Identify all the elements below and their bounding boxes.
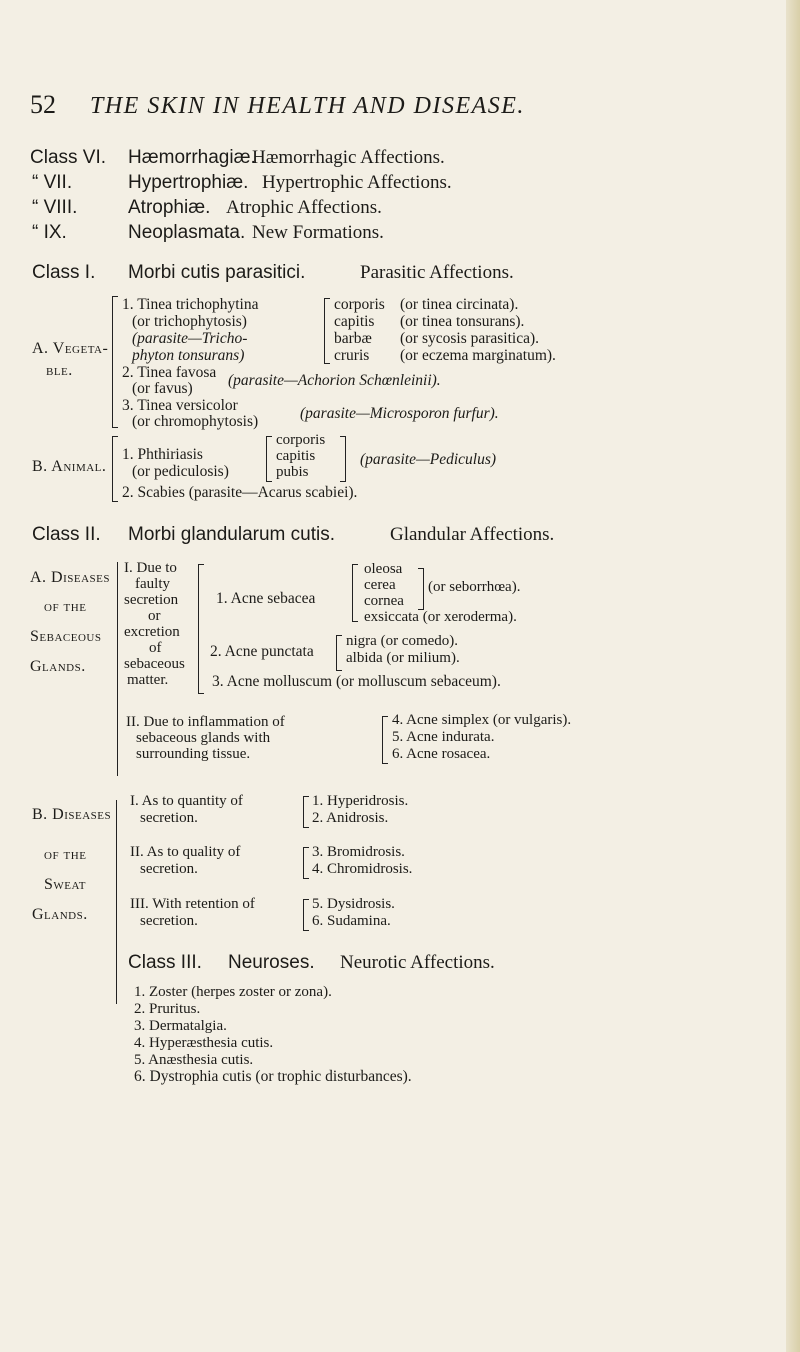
sub-site: corporis — [276, 432, 326, 448]
favus-parasite: (parasite—Achorion Schœnleinii). — [228, 372, 441, 389]
seborrhoea-note: (or seborrhœa). — [428, 579, 521, 595]
phthiriasis: 1. Phthiriasis — [122, 446, 203, 463]
class-label: Class VI. — [30, 147, 107, 168]
acne-variant: cerea — [364, 577, 396, 593]
sweat-disease: 1. Hyperidrosis. — [312, 793, 409, 809]
class-english: New Formations. — [252, 222, 384, 243]
sebaceous-label: Glands. — [30, 658, 86, 675]
sweat-label: Sweat — [44, 876, 86, 893]
class3-label: Class III. — [128, 952, 202, 973]
bracket — [340, 436, 346, 482]
sweat-label: Glands. — [32, 906, 88, 923]
class2-latin: Morbi glandularum cutis. — [128, 524, 335, 545]
group-line: secretion. — [140, 861, 198, 877]
class-english: Atrophic Affections. — [226, 197, 382, 218]
class-latin: Atrophiæ. — [128, 197, 211, 218]
class-label: “ VIII. — [32, 197, 78, 218]
class-label: “ IX. — [32, 222, 67, 243]
class-english: Hypertrophic Affections. — [262, 172, 452, 193]
tinea-trichophytina: 1. Tinea trichophytina — [122, 296, 259, 313]
bracket — [303, 796, 309, 828]
sub-alias: (or eczema marginatum). — [400, 347, 556, 364]
group-line: secretion — [124, 592, 179, 608]
class-latin: Hæmorrhagiæ. — [128, 147, 256, 168]
group-line: I. As to quantity of — [130, 793, 243, 809]
class-latin: Hypertrophiæ. — [128, 172, 249, 193]
bracket — [352, 564, 358, 622]
bracket — [336, 635, 342, 671]
sub-site: capitis — [276, 448, 316, 464]
class-label: “ VII. — [32, 172, 73, 193]
bracket — [112, 436, 118, 502]
neurosis-item: 5. Anæsthesia cutis. — [134, 1052, 254, 1068]
sub-alias: (or tinea tonsurans). — [400, 313, 525, 330]
phthiriasis-parasite: (parasite—Pediculus) — [360, 451, 497, 468]
acne-variant: cornea — [364, 593, 404, 609]
group-line: excretion — [124, 624, 180, 640]
text-line: (or pediculosis) — [132, 463, 229, 480]
sebaceous-label: of the — [44, 598, 87, 615]
text-line: (or chromophytosis) — [132, 413, 259, 430]
sebaceous-label: Sebaceous — [30, 628, 102, 645]
class1-label: Class I. — [32, 262, 96, 283]
neurosis-item: 3. Dermatalgia. — [134, 1018, 227, 1034]
acne-type: 5. Acne indurata. — [392, 729, 495, 745]
bracket — [112, 296, 118, 428]
neurosis-item: 6. Dystrophia cutis (or trophic disturbances). — [134, 1068, 412, 1085]
class1-latin: Morbi cutis parasitici. — [128, 262, 306, 283]
group-line: sebaceous glands with — [136, 730, 271, 746]
sebaceous-label: A. Diseases — [30, 569, 111, 586]
bracket — [303, 899, 309, 931]
group-line: matter. — [127, 672, 169, 688]
text-line: phyton tonsurans) — [132, 347, 245, 364]
sub-site: corporis — [334, 296, 385, 313]
acne-sebacea: 1. Acne sebacea — [216, 590, 316, 607]
class3-english: Neurotic Affections. — [340, 952, 495, 973]
group-line: surrounding tissue. — [136, 746, 251, 762]
sub-site: capitis — [334, 313, 375, 330]
sub-site: cruris — [334, 347, 370, 364]
sweat-disease: 5. Dysidrosis. — [312, 896, 395, 912]
group-line: II. Due to inflammation of — [126, 714, 285, 730]
acne-variant: oleosa — [364, 561, 403, 577]
sweat-disease: 6. Sudamina. — [312, 913, 391, 929]
neurosis-item: 4. Hyperæsthesia cutis. — [134, 1035, 274, 1051]
sub-site: barbæ — [334, 330, 372, 347]
sub-alias: (or tinea circinata). — [400, 296, 519, 313]
group-line: faulty — [135, 576, 170, 592]
class2-label: Class II. — [32, 524, 101, 545]
group-line: III. With retention of — [130, 896, 255, 912]
group-line: II. As to quality of — [130, 844, 241, 860]
group-line: sebaceous — [124, 656, 185, 672]
acne-punctata: 2. Acne punctata — [210, 643, 314, 660]
bracket — [303, 847, 309, 879]
bracket — [418, 568, 424, 610]
sweat-disease: 3. Bromidrosis. — [312, 844, 405, 860]
text-line: (parasite—Tricho- — [132, 330, 248, 347]
page-header — [30, 90, 525, 120]
class2-english: Glandular Affections. — [390, 524, 555, 545]
tinea-versicolor: 3. Tinea versicolor — [122, 397, 238, 414]
bracket — [324, 298, 330, 364]
neurosis-item: 1. Zoster (herpes zoster or zona). — [134, 984, 332, 1000]
group-line: of — [149, 640, 162, 656]
sub-alias: (or sycosis parasitica). — [400, 330, 540, 347]
group-line: secretion. — [140, 913, 198, 929]
neurosis-item: 2. Pruritus. — [134, 1001, 201, 1017]
text-line: (or favus) — [132, 380, 193, 397]
acne-molluscum: 3. Acne molluscum (or molluscum sebaceum). — [212, 673, 501, 690]
acne-type: 4. Acne simplex (or vulgaris). — [392, 712, 572, 728]
tinea-favosa: 2. Tinea favosa — [122, 364, 217, 381]
bracket — [266, 436, 272, 482]
page-edge — [786, 0, 800, 1352]
acne-variant: albida (or milium). — [346, 650, 460, 666]
class-latin: Neoplasmata. — [128, 222, 246, 243]
sub-site: pubis — [276, 464, 309, 480]
acne-variant: exsiccata (or xeroderma). — [364, 609, 517, 625]
sweat-disease: 4. Chromidrosis. — [312, 861, 413, 877]
sweat-disease: 2. Anidrosis. — [312, 810, 389, 826]
text-line: (or trichophytosis) — [132, 313, 247, 330]
acne-type: 6. Acne rosacea. — [392, 746, 491, 762]
page-number: 52 — [30, 90, 56, 119]
bracket-line — [117, 562, 118, 776]
scabies: 2. Scabies (parasite—Acarus scabiei). — [122, 484, 358, 501]
sweat-label: of the — [44, 846, 87, 863]
class-english: Hæmorrhagic Affections. — [252, 147, 445, 168]
group-line: I. Due to — [124, 560, 177, 576]
bracket — [382, 716, 388, 764]
group-line: secretion. — [140, 810, 198, 826]
versicolor-parasite: (parasite—Microsporon furfur). — [300, 405, 499, 422]
bracket-line — [116, 800, 117, 1004]
class1-english: Parasitic Affections. — [360, 262, 514, 283]
bracket — [198, 564, 204, 694]
acne-variant: nigra (or comedo). — [346, 633, 459, 649]
group-line: or — [148, 608, 161, 624]
vegetable-label: ble. — [46, 362, 73, 379]
sweat-label: B. Diseases — [32, 806, 112, 823]
vegetable-label: A. Vegeta- — [32, 340, 109, 357]
class3-latin: Neuroses. — [228, 952, 315, 973]
animal-label: B. Animal. — [32, 458, 107, 475]
running-title: THE SKIN IN HEALTH AND DISEASE. — [90, 93, 525, 119]
